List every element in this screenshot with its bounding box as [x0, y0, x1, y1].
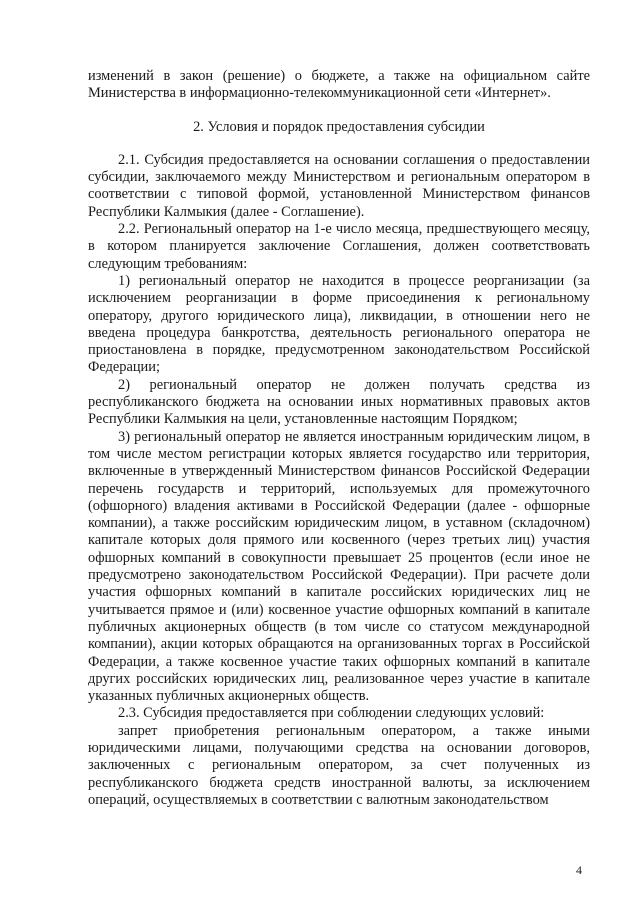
requirement-2: 2) региональный оператор не должен получать средства из республиканского бюджета на основании иных нормативных правовых актов Республики Калмыкия на цели, установленные настоящим Порядком; [88, 376, 590, 428]
page-number: 4 [576, 863, 582, 877]
requirement-1: 1) региональный оператор не находится в процессе реорганизации (за исключением реорганизации в форме присоединения к региональному оператору, другого юридического лица), ликвидации, в отношении него не введена процедура банкротства, деятельность регионального оператора не приостановлена в порядке, предусмотренном законодательством Российской Федерации; [88, 272, 590, 376]
section-heading: 2. Условия и порядок предоставления субсидии [193, 118, 485, 135]
paragraph-2-3: 2.3. Субсидия предоставляется при соблюдении следующих условий: [118, 705, 545, 722]
requirement-3: 3) региональный оператор не является иностранным юридическим лицом, в том числе местом регистрации которых является государство или территория, включенные в утвержденный Министерством финансов Российской Федерации перечень государств и территорий, используемых для промежуточного (офшорного) владения активами в Российской Федерации (далее - офшорные компании), а также российским юридическим лицом, в уставном (складочном) капитале которых доля прямого или косвенного (через третьих лиц) участия офшорных компаний в совокупности превышает 25 процентов (если иное не предусмотрено законодательством Российской Федерации). При расчете доли участия офшорных компаний в капитале российских юридических лиц не учитывается прямое и (или) косвенное участие офшорных компаний в капитале публичных акционерных обществ (в том числе со статусом международной компании), акции которых обращаются на организованных торгах в Российской Федерации, а также косвенное участие таких офшорных компаний в капитале других российских юридических лиц, реализованное через участие в капитале указанных публичных акционерных обществ. [88, 428, 590, 705]
paragraph-2-1: 2.1. Субсидия предоставляется на основании соглашения о предоставлении субсидии, заключаемого между Министерством и региональным оператором в соответствии с типовой формой, установленной Министерством финансов Республики Калмыкия (далее - Соглашение). [88, 151, 590, 220]
condition-paragraph: запрет приобретения региональным оператором, а также иными юридическими лицами, получающими средства на основании договоров, заключенных с региональным оператором, за счет полученных из республиканского бюджета средств иностранной валюты, за исключением операций, осуществляемых в соответствии с валютным законодательством [88, 722, 590, 808]
paragraph-2-2: 2.2. Региональный оператор на 1-е число месяца, предшествующего месяцу, в котором планируется заключение Соглашения, должен соответствовать следующим требованиям: [88, 221, 590, 272]
document-page [88, 68, 590, 809]
intro-paragraph: изменений в закон (решение) о бюджете, а также на официальном сайте Министерства в информационно-телекоммуникационной сети «Интернет». [88, 68, 590, 102]
